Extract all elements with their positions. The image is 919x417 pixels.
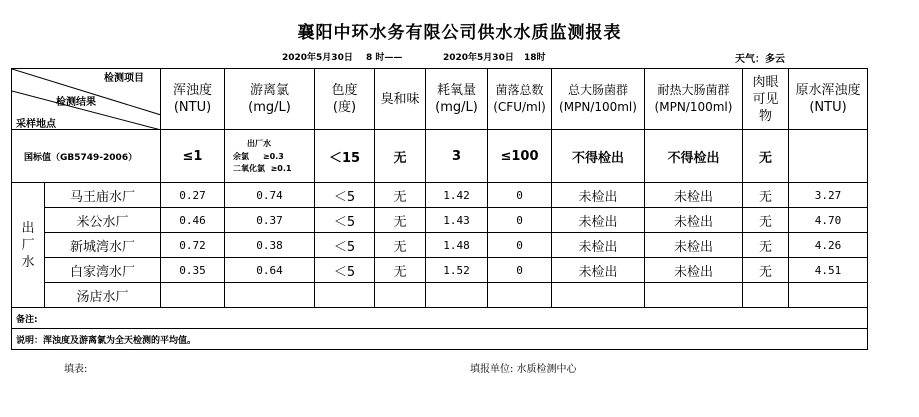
- cell-colony: [488, 283, 552, 308]
- end-hour: 18时: [524, 53, 546, 63]
- col-header: 耗氧量 (mg/L): [426, 69, 488, 130]
- cell-raw: 3.27: [789, 183, 868, 208]
- cell-coliform: [552, 283, 645, 308]
- table-row: [12, 183, 868, 208]
- cell-cod: 1.43: [426, 208, 488, 233]
- col-header: 原水浑浊度 (NTU): [789, 69, 868, 130]
- cell-cod: 1.42: [426, 183, 488, 208]
- cell-coliform: 未检出: [552, 183, 645, 208]
- cell-thermo: 未检出: [645, 233, 743, 258]
- std-thermo-coliform: 不得检出: [645, 130, 743, 183]
- start-date: 2020年5月30日: [282, 53, 353, 63]
- cell-raw: 4.70: [789, 208, 868, 233]
- reporting-unit: 填报单位: 水质检测中心: [470, 364, 577, 375]
- table-row: [12, 208, 868, 233]
- std-chlorine: [225, 130, 315, 183]
- cell-color: ＜5: [315, 233, 375, 258]
- cell-coliform: 未检出: [552, 208, 645, 233]
- std-color: ＜15: [315, 130, 375, 183]
- table-row: [12, 233, 868, 258]
- std-chlorine-head: 出厂水: [247, 139, 271, 148]
- cell-odor: 无: [375, 183, 426, 208]
- std-chlorine-free: 余氯 ≥0.3: [233, 152, 284, 161]
- std-cod: 3: [426, 130, 488, 183]
- group-label: 出 厂 水: [12, 183, 45, 308]
- std-coliform: 不得检出: [552, 130, 645, 183]
- cell-thermo: [645, 283, 743, 308]
- cell-cod: 1.52: [426, 258, 488, 283]
- std-visible: 无: [743, 130, 789, 183]
- end-date: 2020年5月30日: [443, 53, 514, 63]
- cell-thermo: 未检出: [645, 183, 743, 208]
- start-hour: 8 时——: [366, 53, 403, 63]
- std-odor: 无: [375, 130, 426, 183]
- cell-turbidity: [161, 283, 225, 308]
- site-name: 白家湾水厂: [45, 258, 161, 283]
- cell-visible: 无: [743, 183, 789, 208]
- cell-chlorine: 0.38: [225, 233, 315, 258]
- note-row: 说明：浑浊度及游离氯为全天检测的平均值。: [12, 329, 868, 350]
- cell-turbidity: 0.27: [161, 183, 225, 208]
- col-header: 色度 (度): [315, 69, 375, 130]
- water-quality-table: [11, 68, 868, 350]
- cell-colony: 0: [488, 233, 552, 258]
- col-header: 游离氯 (mg/L): [225, 69, 315, 130]
- cell-color: ＜5: [315, 208, 375, 233]
- remark-row: 备注:: [12, 308, 868, 329]
- col-header: 菌落总数 (CFU/ml): [488, 69, 552, 130]
- diag-item-label: 检测项目: [104, 73, 144, 84]
- cell-raw: 4.26: [789, 233, 868, 258]
- report-title: 襄阳中环水务有限公司供水水质监测报表: [297, 23, 622, 43]
- col-header: 浑浊度 (NTU): [161, 69, 225, 130]
- cell-thermo: 未检出: [645, 258, 743, 283]
- std-chlorine-dioxide: 二氧化氯 ≥0.1: [233, 164, 292, 173]
- cell-colony: 0: [488, 258, 552, 283]
- cell-colony: 0: [488, 183, 552, 208]
- cell-colony: 0: [488, 208, 552, 233]
- std-turbidity: ≤1: [161, 130, 225, 183]
- table-row: [12, 258, 868, 283]
- filler-label: 填表:: [64, 364, 88, 375]
- site-name: 米公水厂: [45, 208, 161, 233]
- site-name: 马王庙水厂: [45, 183, 161, 208]
- cell-cod: [426, 283, 488, 308]
- cell-visible: 无: [743, 208, 789, 233]
- cell-odor: 无: [375, 258, 426, 283]
- weather: 天气：多云: [735, 54, 785, 65]
- cell-color: ＜5: [315, 183, 375, 208]
- col-header: 总大肠菌群 (MPN/100ml): [552, 69, 645, 130]
- cell-odor: 无: [375, 233, 426, 258]
- col-header: 耐热大肠菌群 (MPN/100ml): [645, 69, 743, 130]
- cell-color: ＜5: [315, 258, 375, 283]
- cell-chlorine: [225, 283, 315, 308]
- col-header: 肉眼 可见 物: [743, 69, 789, 130]
- cell-raw: [789, 283, 868, 308]
- cell-cod: 1.48: [426, 233, 488, 258]
- cell-odor: [375, 283, 426, 308]
- std-colony: ≤100: [488, 130, 552, 183]
- cell-odor: 无: [375, 208, 426, 233]
- cell-chlorine: 0.64: [225, 258, 315, 283]
- cell-chlorine: 0.37: [225, 208, 315, 233]
- cell-raw: 4.51: [789, 258, 868, 283]
- std-raw-turbidity: [789, 130, 868, 183]
- cell-thermo: 未检出: [645, 208, 743, 233]
- site-name: 新城湾水厂: [45, 233, 161, 258]
- cell-visible: 无: [743, 258, 789, 283]
- standard-label: 国标值（GB5749-2006）: [12, 130, 161, 183]
- cell-turbidity: 0.72: [161, 233, 225, 258]
- diag-result-label: 检测结果: [56, 97, 96, 108]
- cell-chlorine: 0.74: [225, 183, 315, 208]
- table-row: [12, 283, 868, 308]
- cell-coliform: 未检出: [552, 258, 645, 283]
- cell-coliform: 未检出: [552, 233, 645, 258]
- site-name: 汤店水厂: [45, 283, 161, 308]
- cell-color: [315, 283, 375, 308]
- diagonal-header: [12, 69, 161, 130]
- cell-visible: 无: [743, 233, 789, 258]
- col-header: 臭和味: [375, 69, 426, 130]
- cell-turbidity: 0.35: [161, 258, 225, 283]
- diag-site-label: 采样地点: [16, 119, 56, 130]
- cell-visible: [743, 283, 789, 308]
- cell-turbidity: 0.46: [161, 208, 225, 233]
